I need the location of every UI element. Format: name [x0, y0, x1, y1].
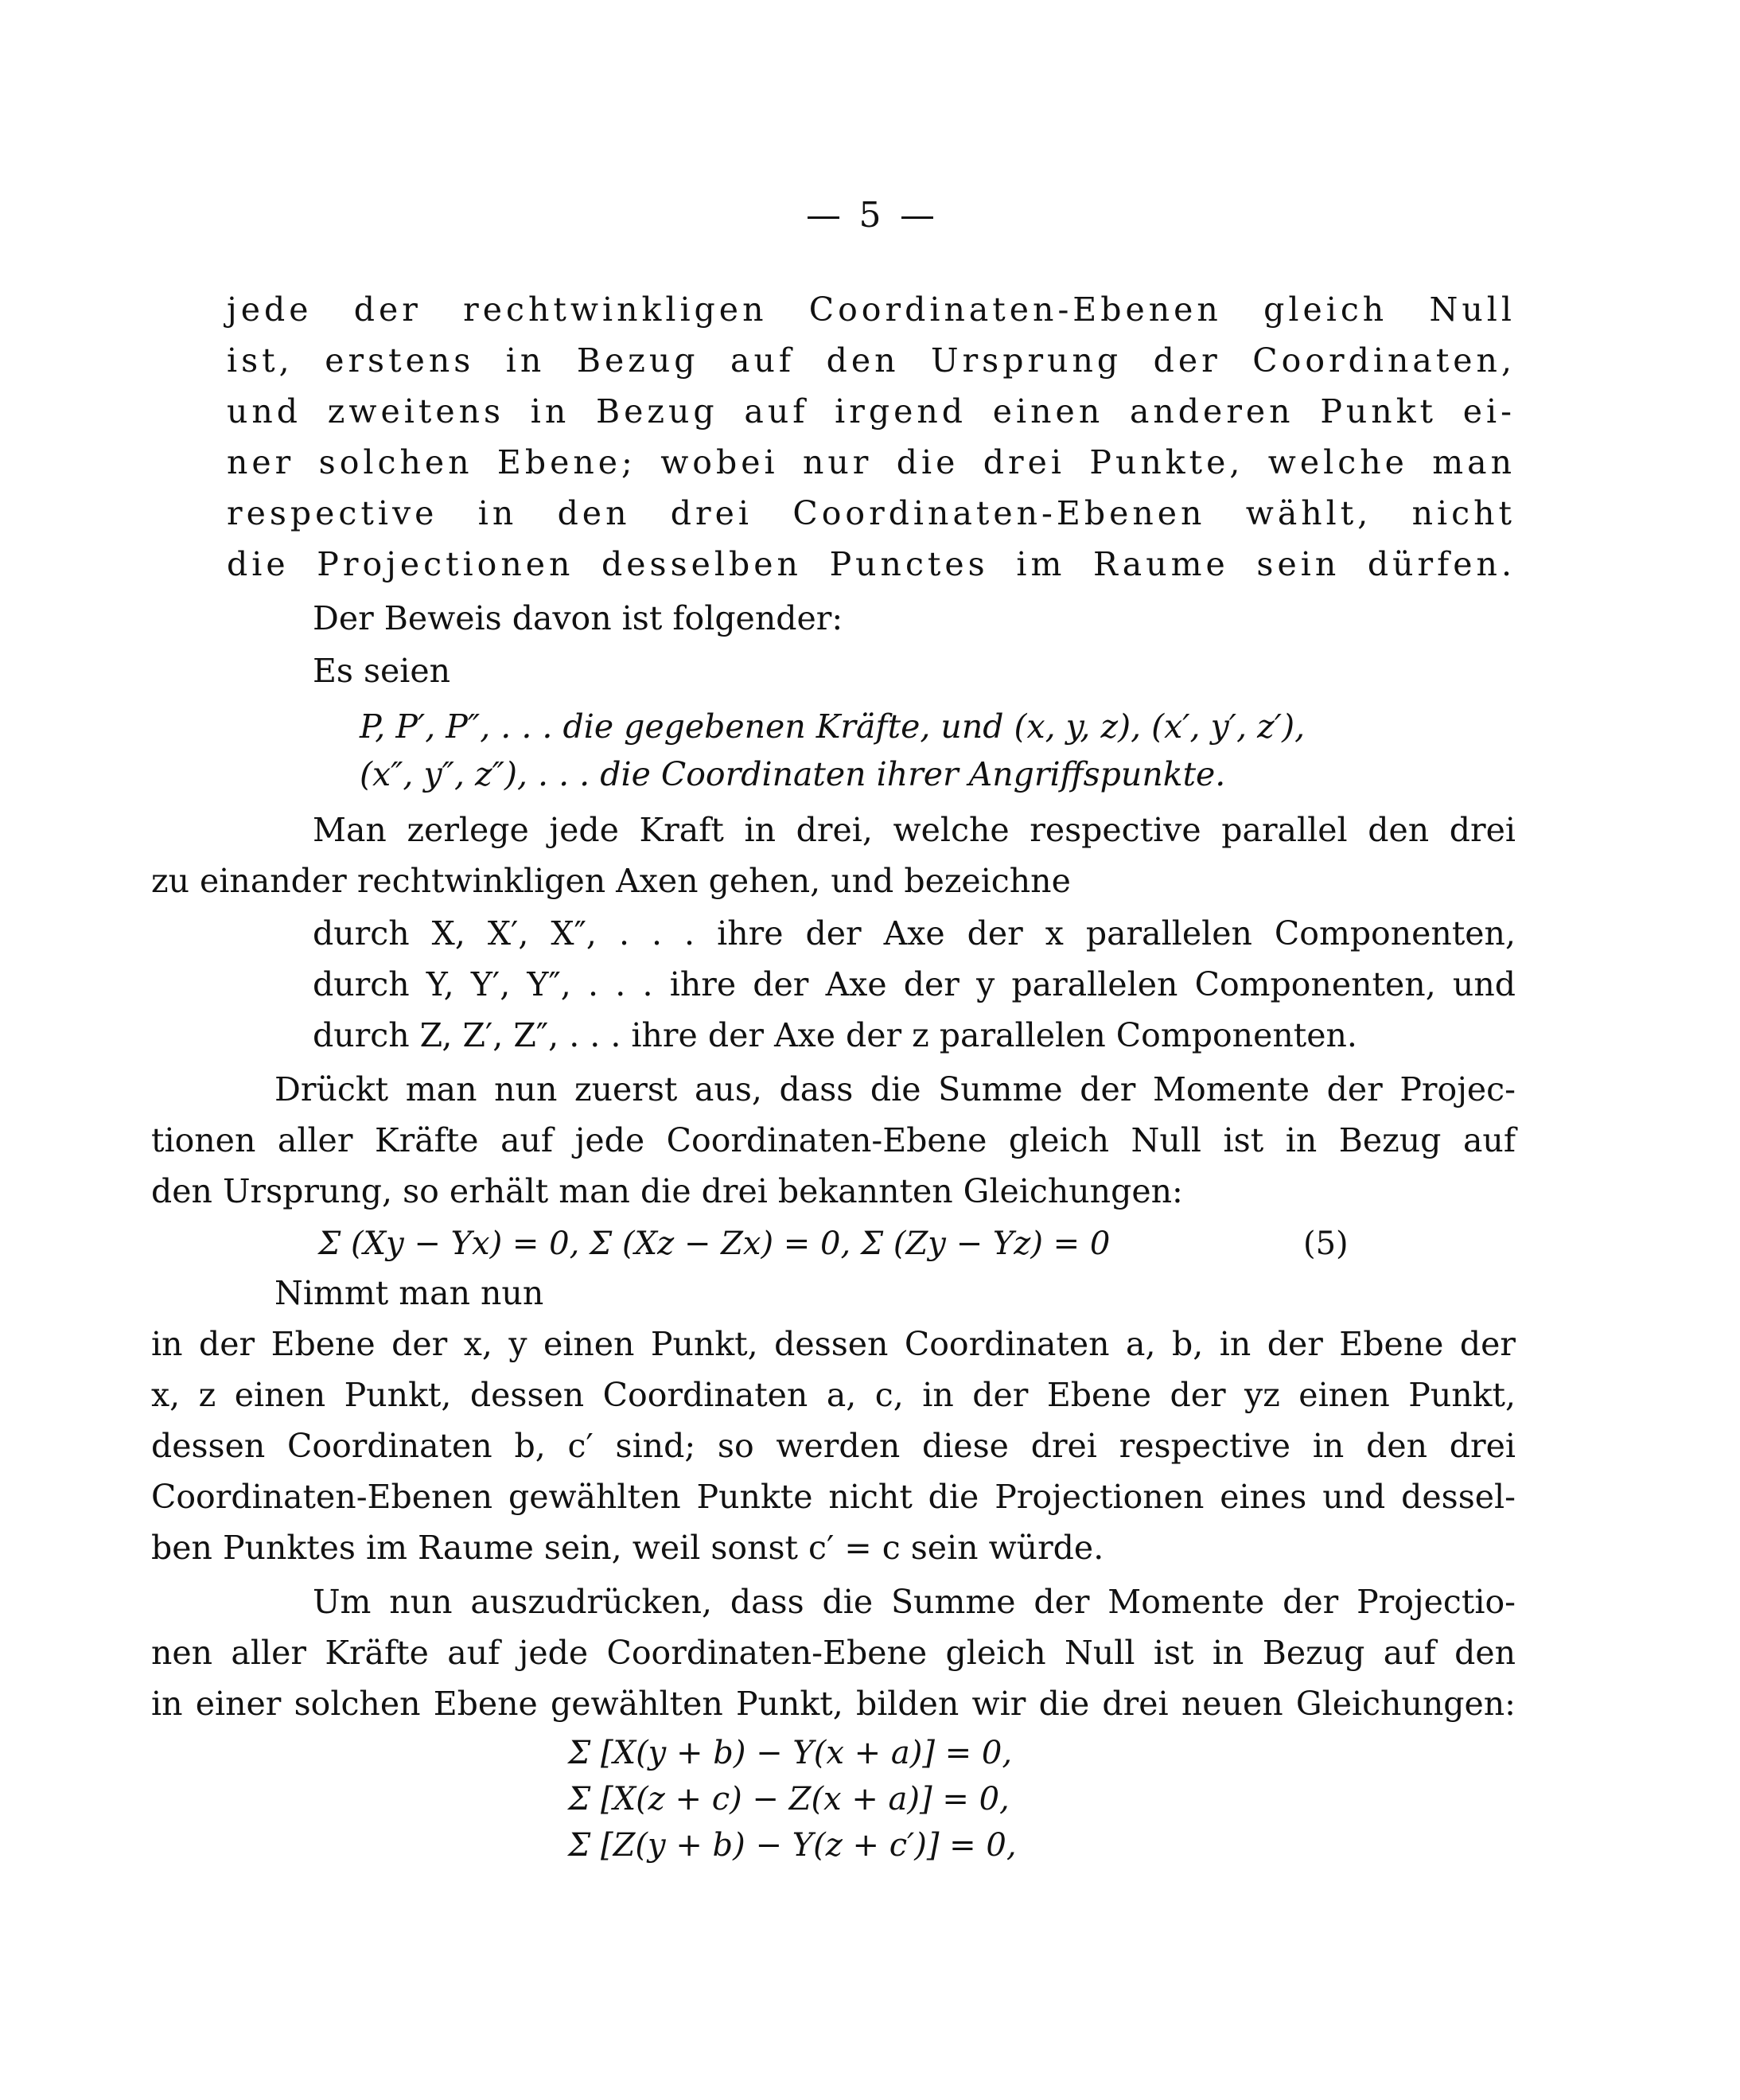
equation-number: (5): [1303, 1225, 1349, 1262]
text-line: durch X, X′, X″, . . . ihre der Axe der x parallelen Componenten,: [313, 914, 1516, 953]
text-line: dessen Coordinaten b, c′ sind; so werden diese drei respective in den drei: [151, 1427, 1516, 1465]
text-line: x, z einen Punkt, dessen Coordinaten a, c, in der Ebene der yz einen Punkt,: [151, 1376, 1516, 1414]
equation-5: Σ (Xy − Yx) = 0, Σ (Xz − Zx) = 0, Σ (Zy − Yz) = 0: [318, 1225, 1111, 1262]
text-line: Drückt man nun zuerst aus, dass die Summe der Momente der Projec-: [274, 1070, 1516, 1108]
text-line: Es seien: [313, 652, 451, 690]
text-line: Der Beweis davon ist folgender:: [313, 599, 843, 637]
page-header: [0, 195, 1740, 236]
equation-line: Σ [X(z + c) − Z(x + a)] = 0,: [568, 1781, 1010, 1818]
page-number: 5: [858, 195, 882, 236]
text-line: die Projectionen desselben Punctes im Raume sein dürfen.: [227, 545, 1516, 583]
text-line: Um nun auszudrücken, dass die Summe der Momente der Projectio-: [313, 1583, 1516, 1621]
text-line: nen aller Kräfte auf jede Coordinaten-Ebene gleich Null ist in Bezug auf den: [151, 1634, 1516, 1672]
equation-line: Σ [X(y + b) − Y(x + a)] = 0,: [568, 1735, 1013, 1771]
text-line: Man zerlege jede Kraft in drei, welche respective parallel den drei: [313, 811, 1516, 849]
text-line: tionen aller Kräfte auf jede Coordinaten-Ebene gleich Null ist in Bezug auf: [151, 1121, 1516, 1159]
header-dash-left: [808, 216, 839, 219]
math-line: (x″, y″, z″), . . . die Coordinaten ihrer Angriffspunkte.: [360, 755, 1226, 793]
text-line: in der Ebene der x, y einen Punkt, dessen Coordinaten a, b, in der Ebene der: [151, 1325, 1516, 1363]
text-line: durch Z, Z′, Z″, . . . ihre der Axe der z parallelen Componenten.: [313, 1016, 1357, 1054]
text-line: Coordinaten-Ebenen gewählten Punkte nicht die Projectionen eines und dessel-: [151, 1478, 1516, 1516]
text-line: und zweitens in Bezug auf irgend einen anderen Punkt ei-: [227, 392, 1516, 431]
text-line: ist, erstens in Bezug auf den Ursprung der Coordinaten,: [227, 341, 1516, 380]
equation-line: Σ [Z(y + b) − Y(z + c′)] = 0,: [568, 1827, 1017, 1864]
text-line: zu einander rechtwinkligen Axen gehen, und bezeichne: [151, 862, 1071, 900]
text-line: in einer solchen Ebene gewählten Punkt, bilden wir die drei neuen Gleichungen:: [151, 1685, 1516, 1723]
text-line: den Ursprung, so erhält man die drei bekannten Gleichungen:: [151, 1172, 1183, 1210]
text-line: ner solchen Ebene; wobei nur die drei Punkte, welche man: [227, 443, 1516, 481]
text-line: ben Punktes im Raume sein, weil sonst c′ = c sein würde.: [151, 1529, 1104, 1567]
header-dash-right: [901, 216, 933, 219]
text-line: Nimmt man nun: [274, 1274, 544, 1312]
text-line: jede der rechtwinkligen Coordinaten-Ebenen gleich Null: [227, 290, 1516, 329]
text-line: durch Y, Y′, Y″, . . . ihre der Axe der y parallelen Componenten, und: [313, 965, 1516, 1003]
math-line: P, P′, P″, . . . die gegebenen Kräfte, und (x, y, z), (x′, y′, z′),: [360, 707, 1306, 746]
text-line: respective in den drei Coordinaten-Ebenen wählt, nicht: [227, 494, 1516, 532]
